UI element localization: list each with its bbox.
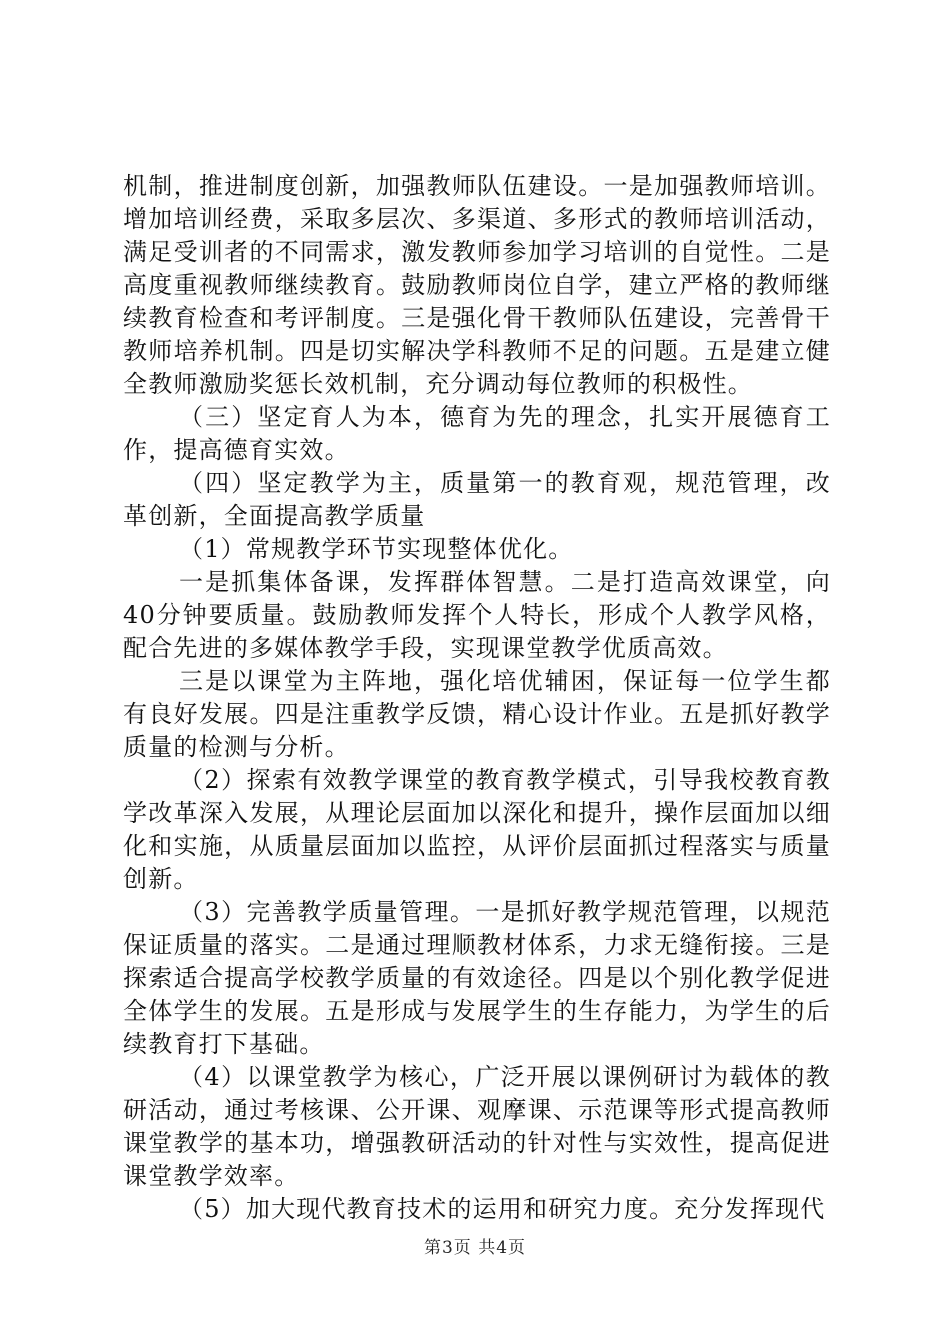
paragraph-education-technology: （5）加大现代教育技术的运用和研究力度。充分发挥现代	[179, 1195, 826, 1223]
page-number-footer: 第3页 共4页	[423, 1238, 527, 1258]
paragraph-classroom-main: 三是以课堂为主阵地，强化培优辅困，保证每一位学生都有良好发展。四是注重教学反馈，精心设计作业。五是抓好教学质量的检测与分析。	[123, 667, 831, 761]
paragraph-teaching-research: （4）以课堂教学为核心，广泛开展以课例研讨为载体的教研活动，通过考核课、公开课、观摩课、示范课等形式提高教师课堂教学的基本功，增强教研活动的针对性与实效性，提高促进课堂教学效率。	[123, 1063, 831, 1190]
paragraph-quality-management: （3）完善教学质量管理。一是抓好教学规范管理，以规范保证质量的落实。二是通过理顺教材体系，力求无缝衔接。三是探索适合提高学校教学质量的有效途径。四是以个别化教学促进全体学生的发展。五是形成与发展学生的生存能力，为学生的后续教育打下基础。	[123, 898, 831, 1058]
document-body	[123, 170, 831, 1226]
paragraph-teacher-team: 机制，推进制度创新，加强教师队伍建设。一是加强教师培训。增加培训经费，采取多层次、多渠道、多形式的教师培训活动，满足受训者的不同需求，激发教师参加学习培训的自觉性。二是高度重视教师继续教育。鼓励教师岗位自学，建立严格的教师继续教育检查和考评制度。三是强化骨干教师队伍建设，完善骨干教师培养机制。四是切实解决学科教师不足的问题。五是建立健全教师激励奖惩长效机制，充分调动每位教师的积极性。	[123, 172, 831, 398]
paragraph-moral-education: （三）坚定育人为本，德育为先的理念，扎实开展德育工作，提高德育实效。	[123, 403, 831, 464]
paragraph-routine-teaching: （1）常规教学环节实现整体优化。	[179, 535, 574, 563]
paragraph-teaching-quality: （四）坚定教学为主，质量第一的教育观，规范管理，改革创新，全面提高教学质量	[123, 469, 831, 530]
paragraph-lesson-prep: 一是抓集体备课，发挥群体智慧。二是打造高效课堂，向40分钟要质量。鼓励教师发挥个人特长，形成个人教学风格，配合先进的多媒体教学手段，实现课堂教学优质高效。	[123, 568, 831, 662]
paragraph-teaching-model: （2）探索有效教学课堂的教育教学模式，引导我校教育教学改革深入发展，从理论层面加以深化和提升，操作层面加以细化和实施，从质量层面加以监控，从评价层面抓过程落实与质量创新。	[123, 766, 831, 893]
